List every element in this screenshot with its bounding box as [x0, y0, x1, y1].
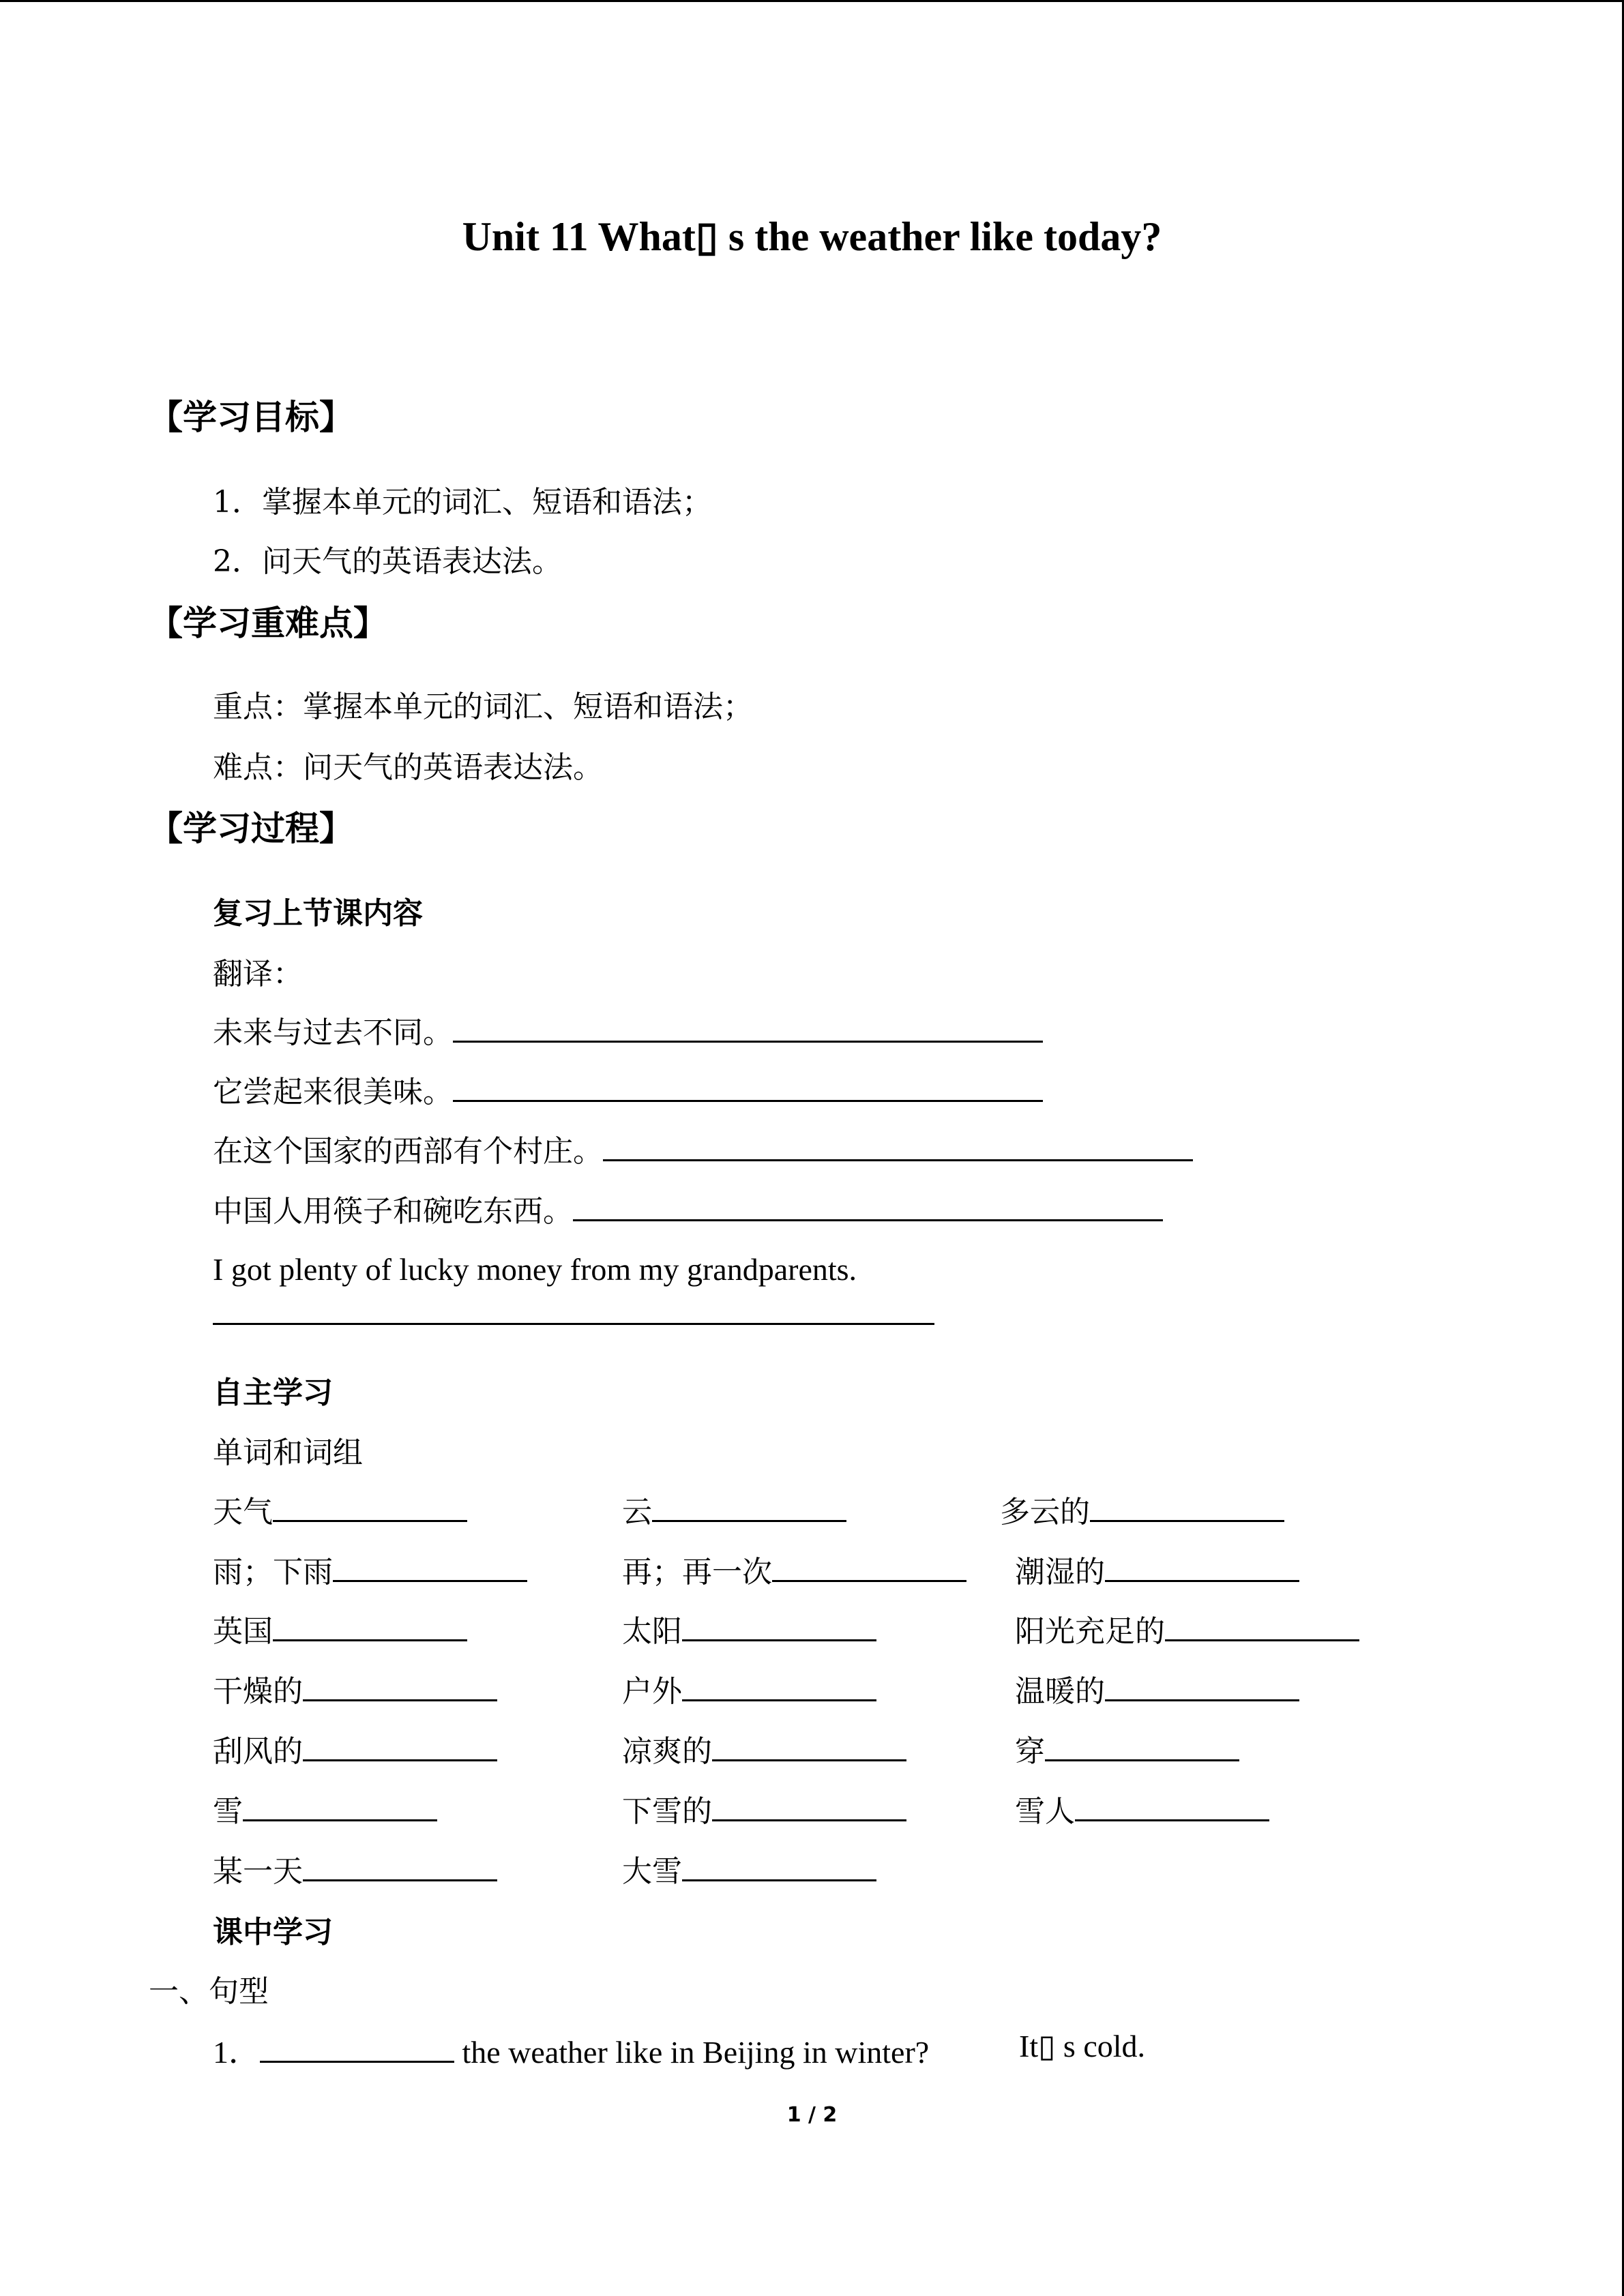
translation-sentence: 它尝起来很美味。 — [213, 1075, 453, 1109]
answer-blank[interactable] — [682, 1616, 876, 1641]
vocab-item: 温暖的 — [1015, 1667, 1299, 1710]
review-heading: 复习上节课内容 — [213, 896, 423, 931]
translation-row — [213, 1187, 1163, 1230]
vocab-item: 下雪的 — [622, 1787, 906, 1830]
vocab-item: 云 — [622, 1487, 846, 1531]
vocab-subheading: 单词和词组 — [213, 1435, 363, 1470]
answer-blank[interactable] — [1090, 1497, 1284, 1522]
answer-blank[interactable] — [453, 1077, 1043, 1102]
question-number: 1． — [213, 2035, 260, 2070]
answer-blank[interactable] — [652, 1497, 846, 1522]
objectives-heading: 【学习目标】 — [149, 398, 353, 437]
key-point-item: 难点：问天气的英语表达法。 — [213, 750, 603, 785]
answer-blank[interactable] — [213, 1323, 934, 1325]
answer-blank[interactable] — [682, 1676, 876, 1701]
english-sentence: I got plenty of lucky money from my grandparents. — [213, 1252, 857, 1287]
answer-blank[interactable] — [303, 1676, 497, 1701]
vocab-item: 户外 — [622, 1667, 876, 1710]
in-class-heading: 课中学习 — [213, 1915, 333, 1950]
section-sentence-patterns: 一、句型 — [149, 1974, 269, 2009]
answer-blank[interactable] — [453, 1017, 1043, 1043]
answer-blank[interactable] — [1075, 1796, 1269, 1821]
answer-blank[interactable] — [1045, 1736, 1239, 1761]
answer-blank[interactable] — [260, 2038, 454, 2063]
answer-blank[interactable] — [333, 1557, 527, 1582]
translation-sentence: 未来与过去不同。 — [213, 1015, 453, 1050]
answer-blank[interactable] — [1105, 1557, 1299, 1582]
vocab-item: 某一天 — [213, 1847, 497, 1890]
vocab-item: 穿 — [1015, 1727, 1239, 1770]
key-points-heading: 【学习重难点】 — [149, 603, 387, 643]
vocab-item: 大雪 — [622, 1847, 876, 1890]
answer-blank[interactable] — [1105, 1676, 1299, 1701]
vocab-item: 天气 — [213, 1487, 467, 1531]
translation-row — [213, 1127, 1193, 1170]
answer-blank[interactable] — [273, 1497, 467, 1522]
answer-blank[interactable] — [603, 1136, 1193, 1161]
translate-label: 翻译： — [213, 957, 303, 992]
vocab-item: 刮风的 — [213, 1727, 497, 1770]
vocab-item: 干燥的 — [213, 1667, 497, 1710]
vocab-item: 太阳 — [622, 1607, 876, 1650]
translation-sentence: 在这个国家的西部有个村庄。 — [213, 1134, 603, 1169]
vocab-item: 雪 — [213, 1787, 437, 1830]
self-study-heading: 自主学习 — [213, 1375, 333, 1410]
process-heading: 【学习过程】 — [149, 809, 353, 848]
objective-item: 2．问天气的英语表达法。 — [213, 544, 562, 579]
vocab-item: 凉爽的 — [622, 1727, 906, 1770]
question-1-answer: It▯ s cold. — [1019, 2029, 1146, 2063]
vocab-item: 雪人 — [1015, 1787, 1269, 1830]
answer-blank[interactable] — [682, 1856, 876, 1881]
answer-blank[interactable] — [303, 1856, 497, 1881]
vocab-item: 潮湿的 — [1015, 1547, 1299, 1591]
answer-blank[interactable] — [712, 1736, 906, 1761]
question-1 — [213, 2027, 929, 2072]
answer-blank[interactable] — [303, 1736, 497, 1761]
question-text: the weather like in Beijing in winter? — [462, 2035, 930, 2070]
vocab-item: 多云的 — [1000, 1487, 1284, 1531]
vocab-item: 雨；下雨 — [213, 1547, 527, 1591]
vocab-item: 再；再一次 — [622, 1547, 966, 1591]
translation-row — [213, 1067, 1043, 1111]
answer-blank[interactable] — [772, 1557, 966, 1582]
page-number: 1 / 2 — [786, 2103, 838, 2127]
answer-blank[interactable] — [273, 1616, 467, 1641]
translation-row — [213, 1008, 1043, 1052]
vocab-item: 阳光充足的 — [1015, 1607, 1359, 1650]
answer-blank[interactable] — [573, 1196, 1163, 1221]
page-title: Unit 11 What▯ s the weather like today? — [462, 214, 1162, 259]
key-point-item: 重点：掌握本单元的词汇、短语和语法； — [213, 689, 753, 724]
vocab-item: 英国 — [213, 1607, 467, 1650]
answer-blank[interactable] — [712, 1796, 906, 1821]
answer-blank[interactable] — [1165, 1616, 1359, 1641]
translation-sentence: 中国人用筷子和碗吃东西。 — [213, 1194, 573, 1229]
answer-blank[interactable] — [243, 1796, 437, 1821]
objective-item: 1．掌握本单元的词汇、短语和语法； — [213, 485, 712, 520]
page-border-top — [0, 0, 1624, 2]
